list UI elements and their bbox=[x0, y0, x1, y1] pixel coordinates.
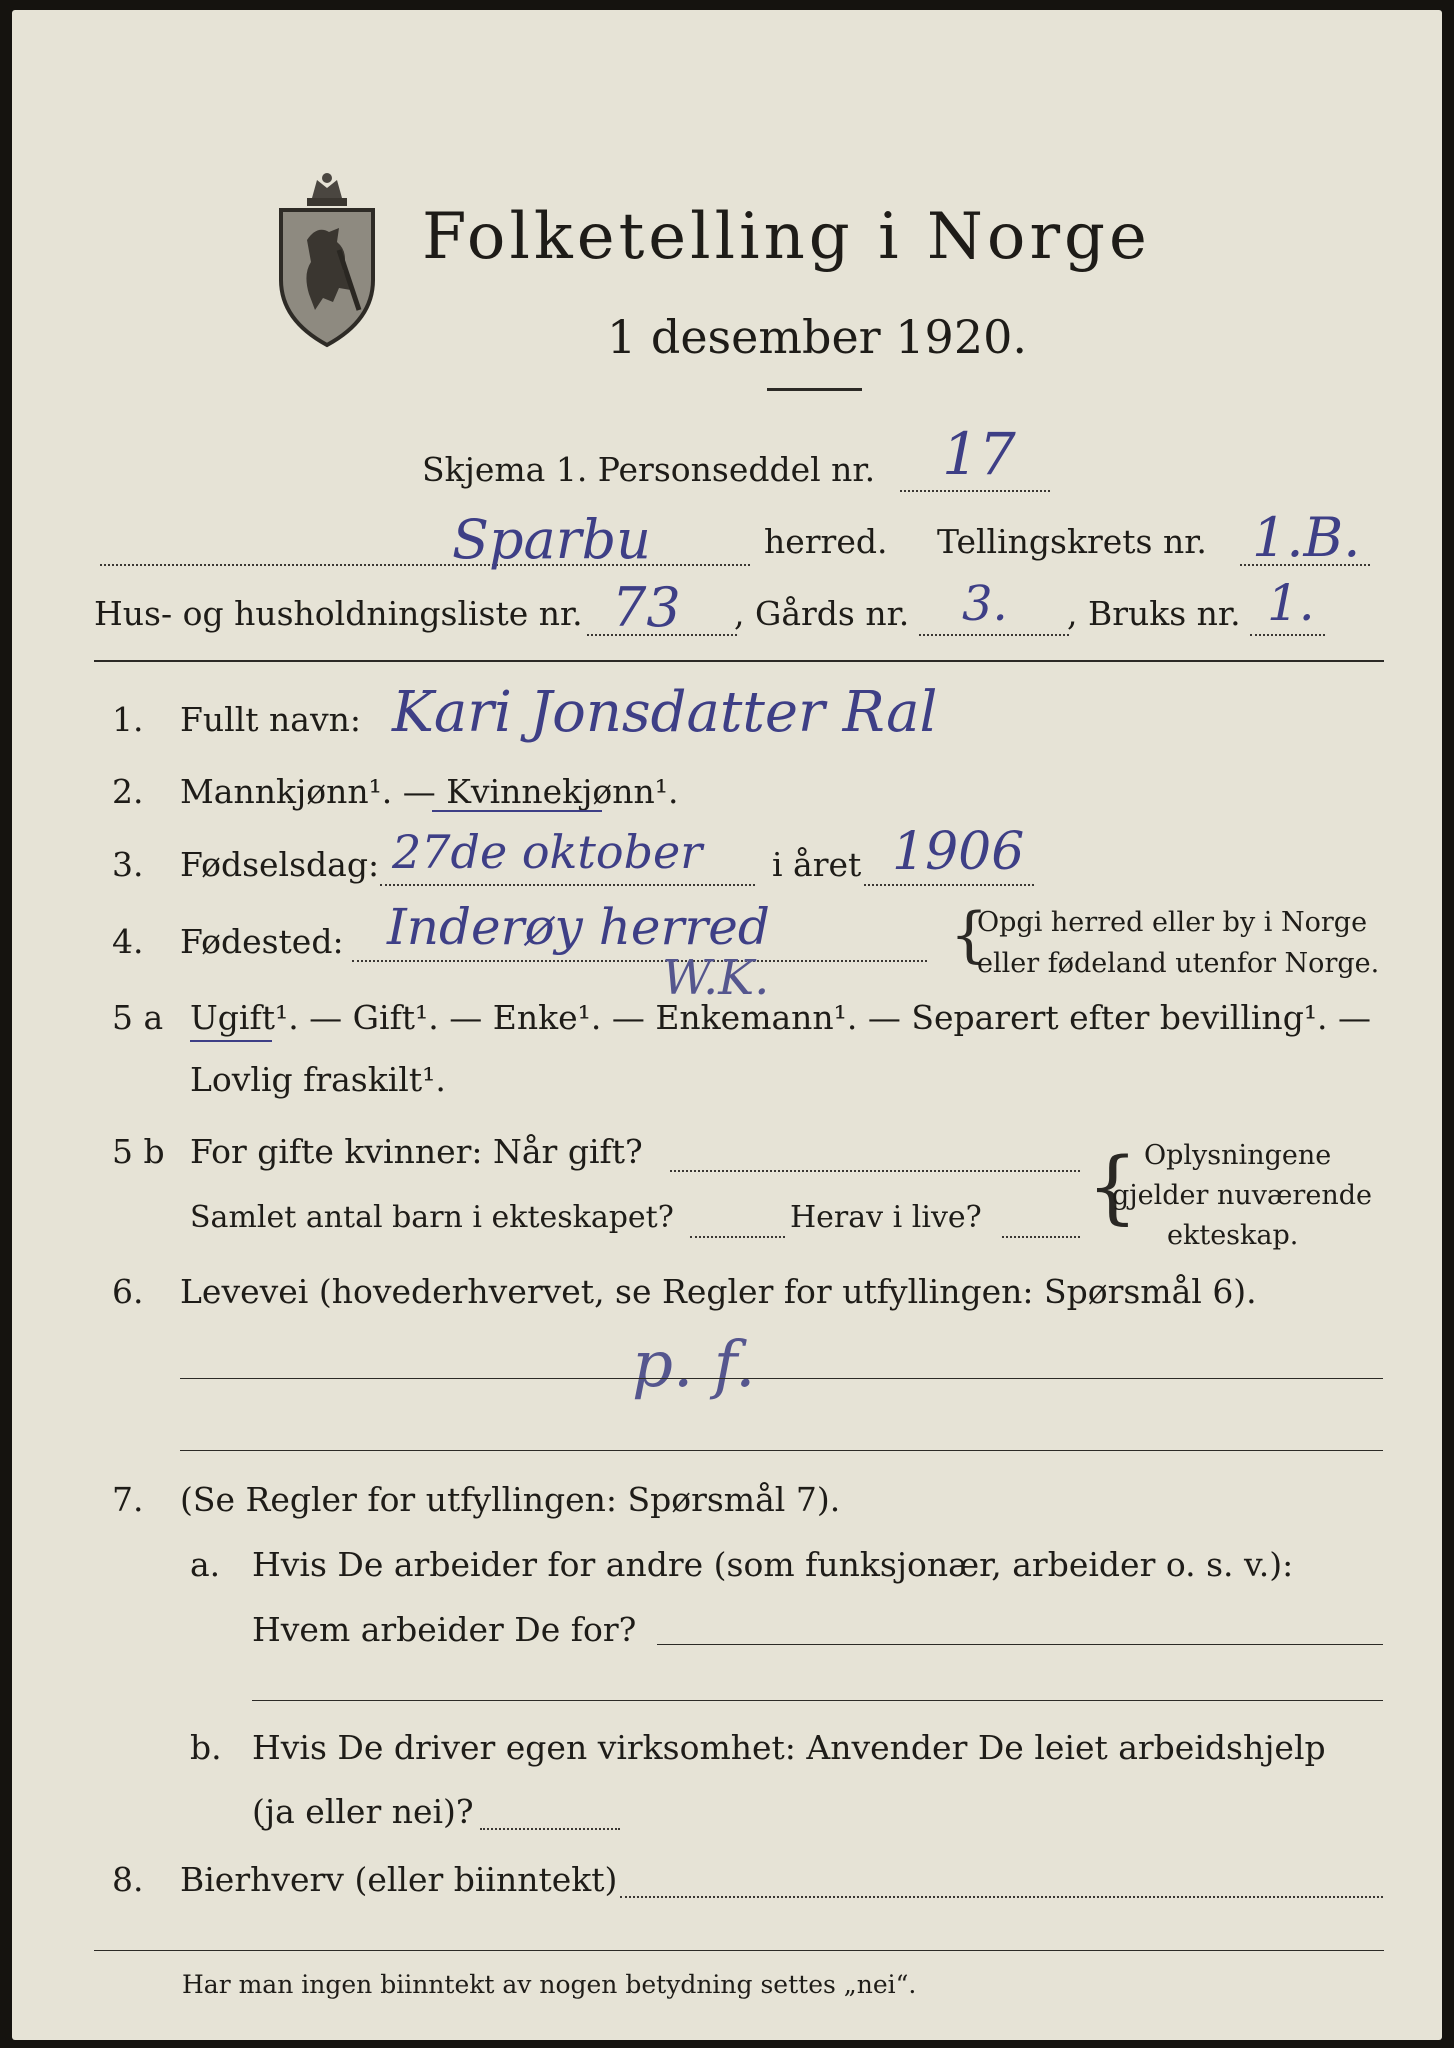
marital-initials: W.K. bbox=[662, 950, 770, 1006]
birthplace-note-line2: eller fødeland utenfor Norge. bbox=[977, 948, 1380, 979]
q7b-letter: b. bbox=[190, 1728, 222, 1767]
hired-help-dots bbox=[480, 1828, 620, 1830]
bruks-number: 1. bbox=[1267, 574, 1315, 632]
children-dots bbox=[690, 1236, 785, 1238]
q3-number: 3. bbox=[112, 845, 144, 884]
livelihood-line1 bbox=[180, 1378, 1383, 1379]
birth-year-value: 1906 bbox=[892, 822, 1025, 882]
q7b-line1: Hvis De driver egen virksomhet: Anvender De leiet arbeidshjelp bbox=[252, 1728, 1326, 1767]
q1-label: Fullt navn: bbox=[180, 700, 361, 739]
employer-line bbox=[657, 1644, 1383, 1645]
q5a-line2: Lovlig fraskilt¹. bbox=[190, 1060, 446, 1099]
marriage-note-line2: gjelder nuværende bbox=[1112, 1180, 1372, 1211]
q4-label: Fødested: bbox=[180, 922, 344, 961]
bruks-dots bbox=[1250, 634, 1325, 636]
section-divider bbox=[94, 660, 1384, 662]
title-divider bbox=[767, 388, 862, 391]
birthplace-value: Inderøy herred bbox=[387, 898, 770, 956]
birthplace-note-line1: Opgi herred eller by i Norge bbox=[977, 907, 1368, 938]
bruks-label: , Bruks nr. bbox=[1067, 594, 1241, 633]
birthday-value: 27de oktober bbox=[392, 825, 703, 879]
q2-number: 2. bbox=[112, 772, 144, 811]
married-when-dots bbox=[670, 1170, 1080, 1172]
q1-number: 1. bbox=[112, 700, 144, 739]
tellingskrets-label: Tellingskrets nr. bbox=[937, 522, 1207, 561]
gards-number: 3. bbox=[962, 576, 1008, 632]
q6-number: 6. bbox=[112, 1272, 144, 1311]
herred-name: Sparbu bbox=[452, 508, 651, 571]
q5b-number: 5 b bbox=[112, 1132, 165, 1171]
footer-note: Har man ingen biinntekt av nogen betydning settes „nei“. bbox=[182, 1970, 917, 1999]
q7b-line2: (ja eller nei)? bbox=[252, 1792, 474, 1831]
q5b-line2: Samlet antal barn i ekteskapet? bbox=[190, 1200, 674, 1235]
herav-dots bbox=[1002, 1236, 1080, 1238]
q5a-line1: Ugift¹. — Gift¹. — Enke¹. — Enkemann¹. — Separert efter bevilling¹. — bbox=[190, 998, 1372, 1037]
footer-divider bbox=[94, 1950, 1384, 1951]
marriage-note-line1: Oplysningene bbox=[1144, 1140, 1332, 1171]
census-date: 1 desember 1920. bbox=[607, 310, 1027, 364]
year-dots bbox=[864, 884, 1034, 886]
personseddel-dots bbox=[900, 490, 1050, 492]
q7-number: 7. bbox=[112, 1480, 144, 1519]
full-name-value: Kari Jonsdatter Ral bbox=[392, 680, 938, 745]
personseddel-number: 17 bbox=[942, 420, 1016, 488]
husholdningsliste-label: Hus- og husholdningsliste nr. bbox=[94, 594, 583, 633]
livelihood-line2 bbox=[180, 1450, 1383, 1451]
q5a-number: 5 a bbox=[112, 998, 164, 1037]
marriage-brace: { bbox=[1087, 1140, 1138, 1233]
tellingskrets-number: 1.B. bbox=[1252, 506, 1361, 569]
gards-label: , Gårds nr. bbox=[734, 594, 910, 633]
marriage-note-line3: ekteskap. bbox=[1167, 1220, 1299, 1251]
herred-label: herred. bbox=[764, 522, 888, 561]
kvinnekjonn-underline bbox=[432, 810, 602, 812]
q5b-line1: For gifte kvinner: Når gift? bbox=[190, 1132, 643, 1171]
husholdningsliste-number: 73 bbox=[612, 576, 681, 639]
q8-label: Bierhverv (eller biinntekt) bbox=[180, 1860, 618, 1899]
q7a-letter: a. bbox=[190, 1545, 221, 1584]
q2-label: Mannkjønn¹. — Kvinnekjønn¹. bbox=[180, 772, 679, 811]
q7a-line2: Hvem arbeider De for? bbox=[252, 1610, 637, 1649]
side-income-dots bbox=[620, 1896, 1383, 1898]
q7a-line1: Hvis De arbeider for andre (som funksjonær, arbeider o. s. v.): bbox=[252, 1545, 1294, 1584]
q7-label: (Se Regler for utfyllingen: Spørsmål 7). bbox=[180, 1480, 841, 1519]
gards-dots bbox=[919, 634, 1069, 636]
census-form bbox=[12, 10, 1442, 2040]
employer-line2 bbox=[252, 1700, 1383, 1701]
form-title: Folketelling i Norge bbox=[422, 200, 1151, 274]
q8-number: 8. bbox=[112, 1860, 144, 1899]
herred-dots bbox=[100, 564, 750, 566]
coat-of-arms-icon bbox=[267, 170, 387, 350]
herav-label: Herav i live? bbox=[790, 1200, 982, 1235]
birthday-dots bbox=[380, 884, 755, 886]
ugift-underline bbox=[190, 1040, 272, 1042]
q4-number: 4. bbox=[112, 922, 144, 961]
livelihood-value: p. f. bbox=[632, 1328, 756, 1402]
birthplace-brace: { bbox=[950, 900, 989, 970]
birthplace-dots bbox=[352, 960, 927, 962]
year-label: i året bbox=[772, 845, 862, 884]
q3-label: Fødselsdag: bbox=[180, 845, 380, 884]
q6-label: Levevei (hovederhvervet, se Regler for utfyllingen: Spørsmål 6). bbox=[180, 1272, 1257, 1311]
skjema-label: Skjema 1. Personseddel nr. bbox=[422, 450, 876, 489]
